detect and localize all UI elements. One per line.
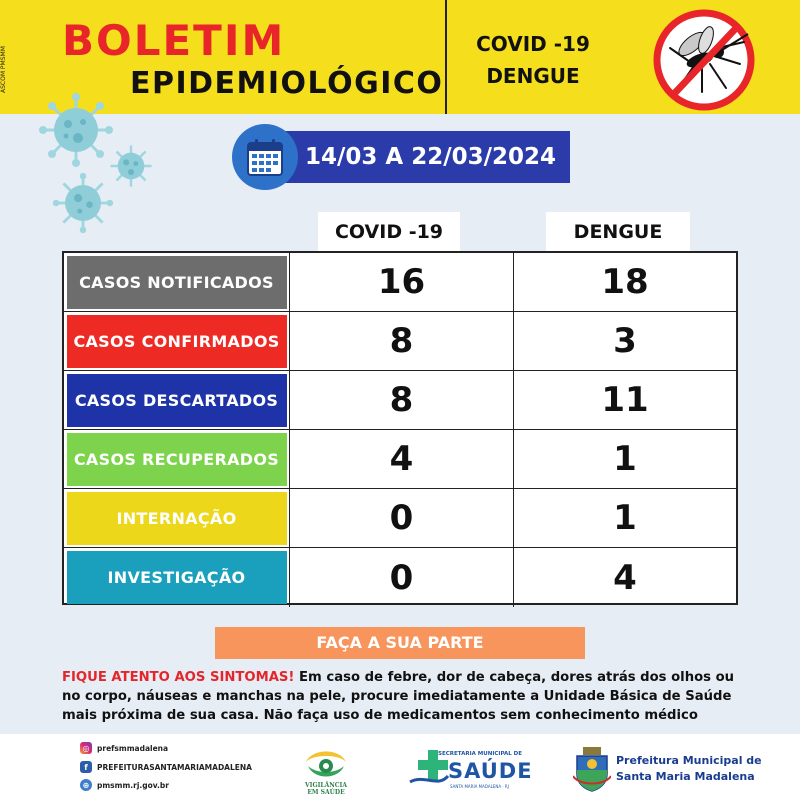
row-label-notificados: CASOS NOTIFICADOS [67, 256, 287, 309]
row-label-descartados: CASOS DESCARTADOS [67, 374, 287, 427]
covid-confirmados-value: 8 [290, 312, 514, 370]
globe-icon: ⊕ [80, 779, 92, 791]
topic-dengue: DENGUE [486, 64, 580, 88]
website-link[interactable] [80, 778, 169, 792]
table-row [64, 371, 736, 430]
warning-highlight: FIQUE ATENTO AOS SINTOMAS! [62, 670, 295, 685]
vigilancia-line2: EM SAÚDE [307, 789, 345, 796]
row-label-cell [64, 253, 290, 311]
row-label-internacao: INTERNAÇÃO [67, 492, 287, 545]
covid-recuperados-value: 4 [290, 430, 514, 488]
dengue-descartados-value: 11 [601, 380, 649, 420]
row-label-investigacao: INVESTIGAÇÃO [67, 551, 287, 604]
dengue-confirmados-value: 3 [613, 321, 637, 361]
title-epidemiologico: EPIDEMIOLÓGICO [130, 66, 444, 101]
row-label-cell [64, 371, 290, 429]
dengue-internacao-value: 1 [613, 498, 637, 538]
column-header-dengue: DENGUE [546, 212, 690, 252]
row-label-confirmados: CASOS CONFIRMADOS [67, 315, 287, 368]
warning-body: Em caso de febre, dor de cabeça, dores atrás dos olhos ou no corpo, náuseas e manchas na pele, procure imediatamente a Unidade Básica de Saúde mais próxima de sua casa. Não faça uso de medicamentos sem conhecimento médico [62, 670, 735, 723]
covid-notificados-value: 16 [290, 253, 514, 311]
dengue-investigacao-value: 4 [613, 557, 637, 598]
facebook-icon: f [80, 761, 92, 773]
facebook-handle: PREFEITURASANTAMARIAMADALENA [97, 762, 252, 772]
prefeitura-line2: Santa Maria Madalena [616, 770, 755, 783]
vigilancia-line1: VIGILÂNCIA [305, 782, 347, 789]
symptoms-warning [62, 668, 752, 725]
website-url: pmsmm.rj.gov.br [97, 780, 169, 790]
cases-table [62, 251, 738, 605]
table-row [64, 548, 736, 607]
topic-covid: COVID -19 [476, 32, 590, 56]
facebook-link[interactable] [80, 760, 252, 774]
covid-descartados-value: 8 [290, 371, 514, 429]
prefeitura-line1: Prefeitura Municipal de [616, 754, 762, 767]
row-label-recuperados: CASOS RECUPERADOS [67, 433, 287, 486]
covid-investigacao-value: 0 [290, 548, 514, 607]
calendar-icon [247, 138, 283, 176]
row-label-cell [64, 548, 290, 607]
calendar-badge [232, 124, 298, 190]
table-row [64, 312, 736, 371]
row-label-cell [64, 312, 290, 370]
table-row [64, 253, 736, 312]
municipal-crest-icon [573, 746, 611, 792]
column-header-covid: COVID -19 [318, 212, 460, 252]
dengue-notificados-value: 18 [601, 262, 649, 302]
vigilancia-caption [290, 782, 362, 796]
cta-banner: FAÇA A SUA PARTE [215, 627, 585, 659]
saude-sub-label: SANTA MARIA MADALENA · RJ [450, 784, 509, 789]
no-mosquito-icon [652, 8, 756, 112]
table-row [64, 430, 736, 489]
instagram-link[interactable] [80, 741, 168, 755]
header-divider [445, 0, 447, 114]
row-label-cell [64, 489, 290, 547]
saude-label: SAÚDE [448, 759, 533, 783]
side-credit: ASCOM PMSMM [0, 46, 7, 94]
instagram-icon: ◎ [80, 742, 92, 754]
reporting-period: 14/03 A 22/03/2024 [305, 144, 557, 170]
virus-icon [52, 172, 114, 234]
dengue-recuperados-value: 1 [613, 439, 637, 479]
secretaria-label: SECRETARIA MUNICIPAL DE [438, 751, 522, 757]
title-boletim: BOLETIM [62, 16, 286, 65]
virus-icon [38, 92, 114, 168]
row-label-cell [64, 430, 290, 488]
table-row [64, 489, 736, 548]
covid-internacao-value: 0 [290, 489, 514, 547]
virus-icon [108, 143, 154, 189]
instagram-handle: prefsmmadalena [97, 743, 169, 753]
